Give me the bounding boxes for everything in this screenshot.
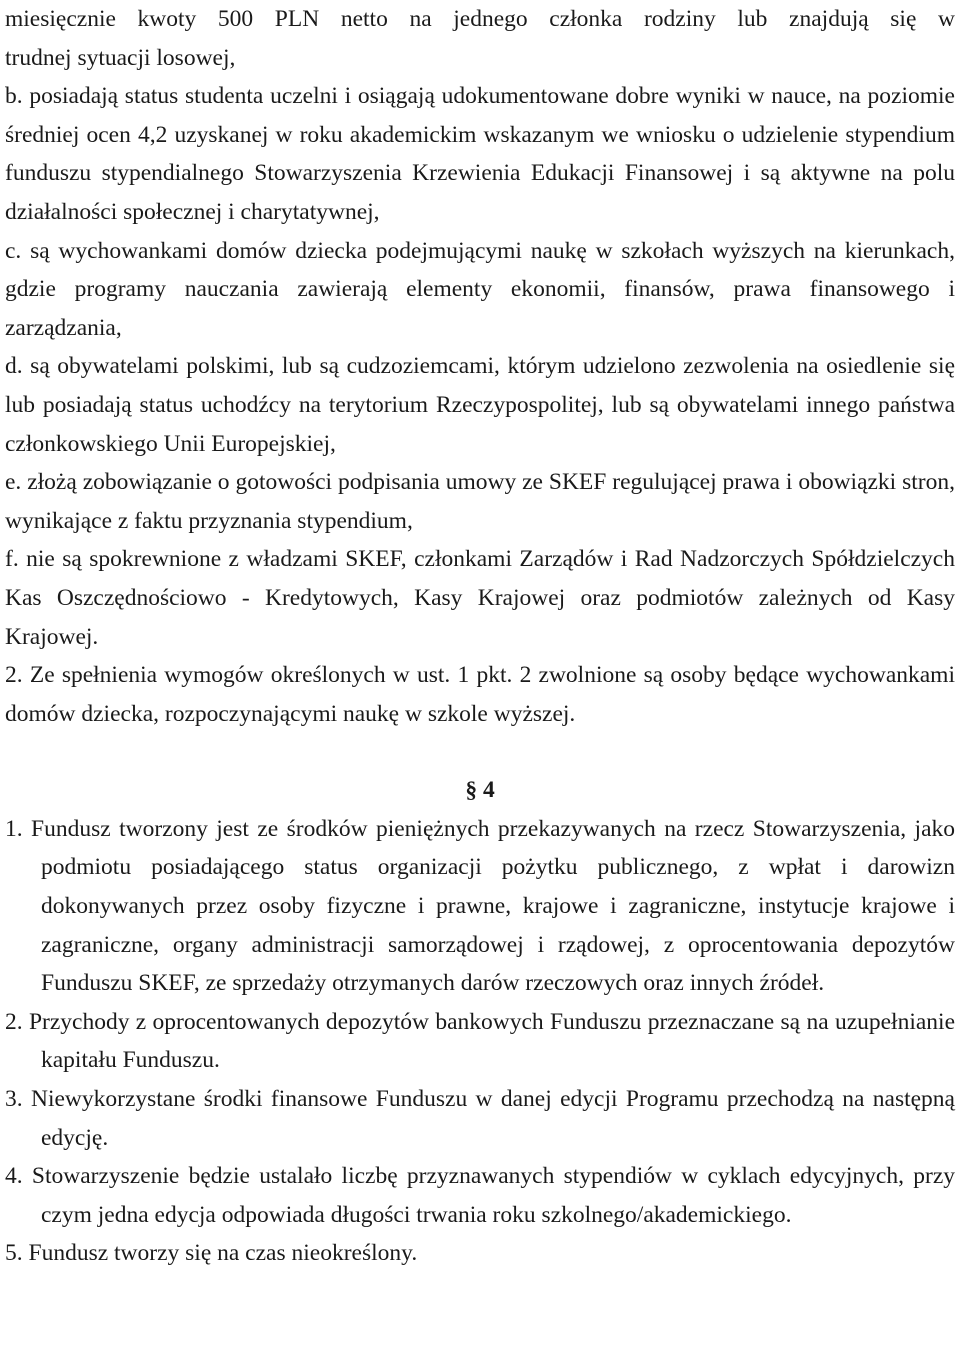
section4-point-4: 4. Stowarzyszenie będzie ustalało liczbę przyznawanych stypendiów w cyklach edycyjnych, przy czym jedna edycja odpowiada długości trwania roku szkolnego/akademickiego. bbox=[5, 1163, 955, 1228]
paragraph-continuation-line-2: trudnej sytuacji losowej, bbox=[5, 44, 236, 71]
section4-point-5: 5. Fundusz tworzy się na czas nieokreślony. bbox=[5, 1240, 418, 1267]
section4-point-3: 3. Niewykorzystane środki finansowe Funduszu w danej edycji Programu przechodzą na następną edycję. bbox=[5, 1086, 955, 1151]
list-item-c: c. są wychowankami domów dziecka podejmującymi naukę w szkołach wyższych na kierunkach, gdzie programy nauczania zawierają elementy ekonomii, finansów, prawa finansowego i zarządzania, bbox=[5, 237, 955, 341]
list-item-d: d. są obywatelami polskimi, lub są cudzoziemcami, którym udzielono zezwolenia na osiedlenie się lub posiadają status uchodźcy na terytorium Rzeczypospolitej, lub są obywatelami innego państwa członkowskiego Unii Europejskiej, bbox=[5, 353, 955, 457]
list-item-f: f. nie są spokrewnione z władzami SKEF, członkami Zarządów i Rad Nadzorczych Spółdzielczych Kas Oszczędnościowo - Kredytowych, Kasy Krajowej oraz podmiotów zależnych od Kasy Krajowej. bbox=[5, 546, 955, 650]
section-heading: § 4 bbox=[465, 777, 495, 804]
list-item-e: e. złożą zobowiązanie o gotowości podpisania umowy ze SKEF regulującej prawa i obowiązki stron, wynikające z faktu przyznania stypendium, bbox=[5, 469, 955, 534]
section4-point-1: 1. Fundusz tworzony jest ze środków pieniężnych przekazywanych na rzecz Stowarzyszenia, jako podmiotu posiadającego status organizacji pożytku publicznego, z wpłat i darowizn dokonywanych przez osoby fizyczne i prawne, krajowe i zagraniczne, instytucje krajowe i zagraniczne, organy administracji samorządowej i rządowej, z oprocentowania depozytów Funduszu SKEF, ze sprzedaży otrzymanych darów rzeczowych oraz innych źródeł. bbox=[5, 815, 955, 997]
section4-point-2: 2. Przychody z oprocentowanych depozytów bankowych Funduszu przeznaczane są na uzupełnianie kapitału Funduszu. bbox=[5, 1008, 955, 1074]
spacer bbox=[5, 733, 955, 771]
list-item-b: b. posiadają status studenta uczelni i osiągają udokumentowane dobre wyniki w nauce, na poziomie średniej ocen 4,2 uzyskanej w roku akademickim wskazanym we wniosku o udzielenie stypendium funduszu stypendialnego Stowarzyszenia Krzewienia Edukacji Finansowej i są aktywne na polu działalności społecznej i charytatywnej, bbox=[5, 83, 955, 225]
point-2-exemption: 2. Ze spełnienia wymogów określonych w ust. 1 pkt. 2 zwolnione są osoby będące wychowankami domów dziecka, rozpoczynającymi naukę w szkole wyższej. bbox=[5, 662, 955, 727]
document-page bbox=[5, 0, 955, 1273]
paragraph-continuation-line-1: miesięcznie kwoty 500 PLN netto na jednego członka rodziny lub znajdują się w bbox=[5, 6, 955, 32]
